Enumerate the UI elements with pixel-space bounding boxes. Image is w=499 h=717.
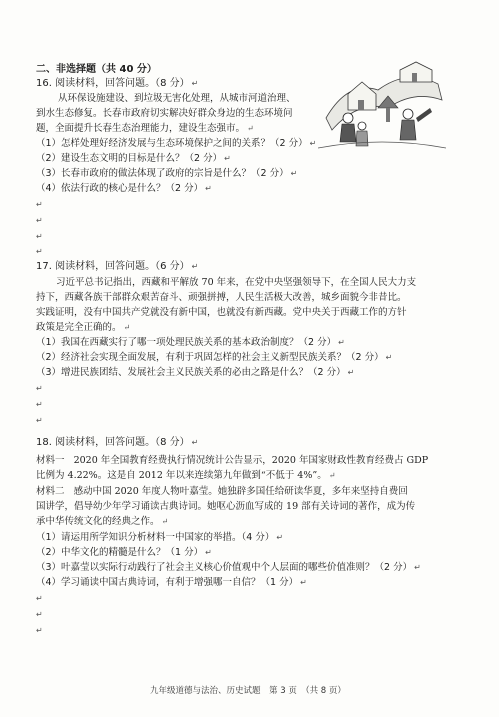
- q17-sub2: （2）经济社会实现全面发展，有利于巩固怎样的社会主义新型民族关系？（2 分） ↵: [36, 352, 393, 363]
- q17-sub3: （3）增进民族团结、发展社会主义民族关系的必由之路是什么？（2 分） ↵: [36, 367, 355, 378]
- q16-sub1: （1）怎样处理好经济发展与生态环境保护之间的关系？（2 分） ↵: [36, 138, 317, 149]
- q18-title: 18. 阅读材料，回答问题。（8 分） ↵: [36, 437, 199, 448]
- q17-sub1: （1）我国在西藏实行了哪一项处理民族关系的基本政治制度？（2 分） ↵: [36, 337, 345, 348]
- q18-material2-line: 国讲学，倡导幼少年学习诵读古典诗词。她呕心沥血写成的 19 部有关诗词的著作，成为传: [36, 501, 416, 512]
- q16-material-line: 从环保设施建设、到垃圾无害化处理，从城市河道治理、: [58, 93, 296, 104]
- section-title: 二、非选择题（共 40 分）: [36, 64, 157, 75]
- q16-material-line: 到水生态修复。长春市政府切实解决好群众身边的生态环境问: [36, 108, 293, 119]
- page-footer: 九年级道德与法治、历史试题 第 3 页 （共 8 页）: [150, 686, 346, 696]
- empty-paragraph: ↵: [36, 232, 43, 241]
- empty-paragraph: ↵: [36, 594, 43, 603]
- q18-material2-line: 承中华传统文化的经典之作。 ↵: [36, 516, 169, 527]
- q18-sub3: （3）叶嘉莹以实际行动践行了社会主义核心价值观中个人层面的哪些价值准则？（2 分） ↵: [36, 562, 421, 573]
- empty-paragraph: ↵: [36, 626, 43, 635]
- q17-material-line: 习近平总书记指出，西藏和平解放 70 年来，在党中央坚强领导下，在全国人民大力支: [56, 277, 417, 288]
- q17-material-line: 政策是完全正确的。 ↵: [36, 322, 131, 333]
- q18-sub2: （2）中华文化的精髓是什么？（1 分） ↵: [36, 547, 212, 558]
- empty-paragraph: ↵: [36, 247, 43, 256]
- q17-material-line: 实践证明，没有中国共产党就没有新中国，也就没有新西藏。党中央关于西藏工作的方针: [36, 307, 407, 318]
- q18-sub4: （4）学习诵读中国古典诗词，有利于增强哪一自信？（1 分） ↵: [36, 577, 307, 588]
- empty-paragraph: ↵: [36, 216, 43, 225]
- q16-material-line: 题，全面提升长春生态治理能力，建设生态强市。 ↵: [36, 123, 254, 134]
- q18-sub1: （1）请运用所学知识分析材料一中国家的举措。（4 分） ↵: [36, 532, 284, 543]
- q16-sub2: （2）建设生态文明的目标是什么？（2 分） ↵: [36, 153, 231, 164]
- empty-paragraph: ↵: [36, 200, 43, 209]
- empty-paragraph: ↵: [36, 400, 43, 409]
- q16-title: 16. 阅读材料，回答问题。（8 分） ↵: [36, 78, 199, 89]
- q16-sub3: （3）长春市政府的做法体现了政府的宗旨是什么？（2 分） ↵: [36, 168, 298, 179]
- empty-paragraph: ↵: [36, 416, 43, 425]
- q18-material1-line: 比例为 4.22%。这是自 2012 年以来连续第九年做到“不低于 4%”。 ↵: [36, 470, 336, 481]
- empty-paragraph: ↵: [36, 610, 43, 619]
- empty-paragraph: ↵: [36, 384, 43, 393]
- q17-material-line: 持下，西藏各族干部群众艰苦奋斗、顽强拼搏，人民生活极大改善，城乡面貌今非昔比。: [36, 292, 407, 303]
- q16-sub4: （4）依法行政的核心是什么？（2 分） ↵: [36, 183, 212, 194]
- family-and-house-illustration: [318, 60, 446, 152]
- q18-material1-line: 材料一 2020 年全国教育经费执行情况统计公告显示，2020 年国家财政性教育经费占 GDP: [36, 455, 429, 466]
- q17-title: 17. 阅读材料，回答问题。（6 分） ↵: [36, 261, 199, 272]
- q18-material2-line: 材料二 感动中国 2020 年度人物叶嘉莹。她独辟多国任给研读华夏，多年来坚持自费回: [36, 486, 408, 497]
